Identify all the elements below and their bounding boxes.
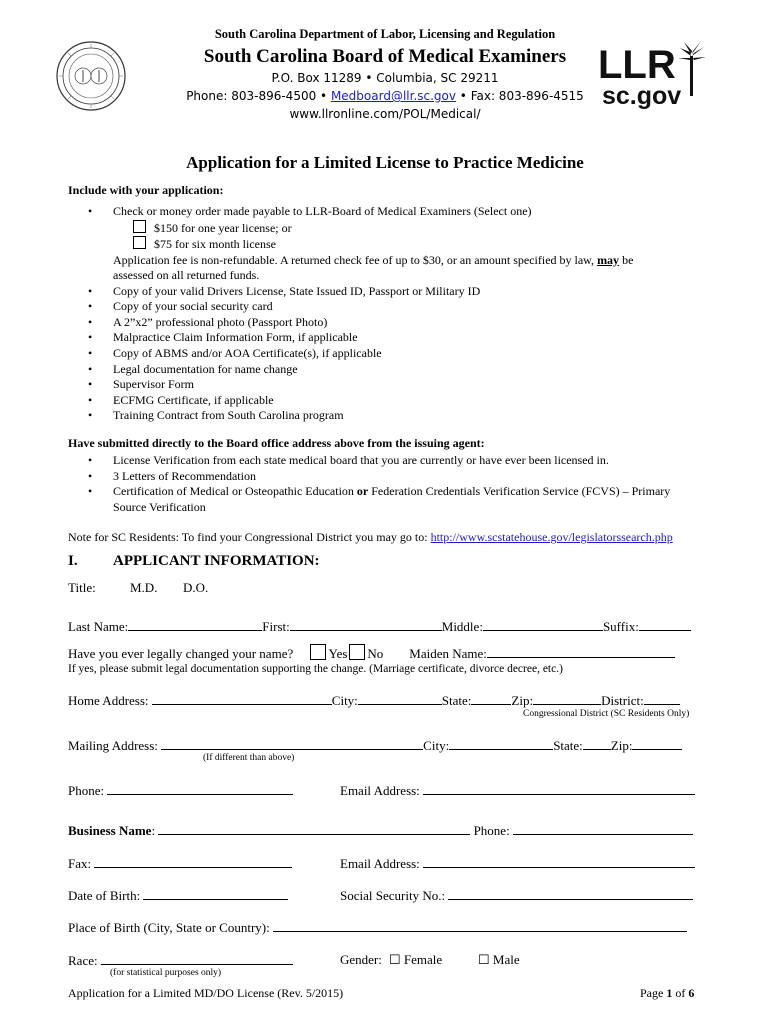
fee-6mo-checkbox[interactable] [133, 236, 146, 249]
page-number: Page 1 of 6 [640, 986, 695, 1000]
name-change-row: Have you ever legally changed your name? Yes No Maiden Name: [68, 644, 675, 662]
logo-text-top: LLR [598, 43, 676, 87]
include-items [68, 284, 708, 424]
title-label: Title: [68, 580, 96, 595]
mailing-address-row: Mailing Address: City: State: Zip: [68, 737, 682, 754]
list-item: • Supervisor Form [88, 377, 194, 392]
ssn-field[interactable] [448, 887, 693, 900]
gender-label: Gender: [340, 952, 382, 967]
phone-text: Phone: 803-896-4500 • [186, 89, 331, 103]
list-item: • Copy of ABMS and/or AOA Certificate(s), if applicable [88, 345, 382, 360]
fee-option-1: $150 for one year license; or [68, 220, 708, 237]
middle-name-field[interactable] [483, 618, 603, 631]
name-change-note: If yes, please submit legal documentation supporting the change. (Marriage certificate, divorce decree, etc.) [68, 663, 563, 675]
fee-note: Application fee is non-refundable. A returned check fee of up to $30, or an amount specified by law, may be [113, 252, 634, 267]
email-row: Email Address: [340, 782, 695, 799]
fax-row: Fax: [68, 855, 292, 872]
page-title: Application for a Limited License to Practice Medicine [186, 153, 584, 172]
include-heading: Include with your application: [68, 183, 224, 197]
place-of-birth-row: Place of Birth (City, State or Country): [68, 919, 687, 936]
first-name-field[interactable] [290, 618, 442, 631]
place-of-birth-field[interactable] [273, 919, 687, 932]
list-item: • Certification of Medical or Osteopathic Education or Federation Credentials Verification Service (FCVS) – Primary [88, 484, 671, 499]
dob-row: Date of Birth: [68, 887, 288, 904]
board-address: P.O. Box 11289 • Columbia, SC 29211 [271, 71, 499, 85]
race-row: Race: [68, 952, 293, 969]
gender-female-option[interactable]: ☐ Female [389, 952, 443, 967]
logo-text-bottom: sc.gov [602, 82, 682, 110]
board-name: South Carolina Board of Medical Examiners [203, 46, 567, 67]
section-heading: APPLICANT INFORMATION: [113, 553, 320, 569]
fax-field[interactable] [94, 855, 292, 868]
mailing-state-field[interactable] [583, 737, 611, 750]
list-item: • ECFMG Certificate, if applicable [88, 392, 274, 407]
email-link[interactable]: Medboard@llr.sc.gov [330, 89, 456, 103]
home-address-field[interactable] [152, 692, 332, 705]
footer-form-name: Application for a Limited MD/DO License (Rev. 5/2015) [68, 986, 344, 1000]
business-phone-field[interactable] [513, 822, 693, 835]
home-state-field[interactable] [471, 692, 511, 705]
name-change-yes-checkbox[interactable] [310, 644, 326, 660]
gender-male-option[interactable]: ☐ Male [478, 952, 520, 967]
submitted-list [68, 453, 708, 515]
race-field[interactable] [101, 952, 293, 965]
fee-1yr-checkbox[interactable] [133, 220, 146, 233]
name-change-no-checkbox[interactable] [349, 644, 365, 660]
home-zip-field[interactable] [533, 692, 601, 705]
list-item: • Copy of your valid Drivers License, State Issued ID, Passport or Military ID [88, 283, 481, 298]
mailing-address-field[interactable] [161, 737, 423, 750]
list-item: • Check or money order made payable to LLR-Board of Medical Examiners (Select one) [88, 204, 532, 218]
phone-row: Phone: [68, 782, 293, 799]
email-field[interactable] [423, 782, 695, 795]
website-text: www.llronline.com/POL/Medical/ [289, 107, 481, 121]
business-row: Business Name: Phone: [68, 822, 693, 839]
list-item: • Legal documentation for name change [88, 361, 298, 376]
business-name-field[interactable] [158, 822, 470, 835]
mailing-hint: (If different than above) [203, 753, 295, 763]
district-field[interactable] [644, 692, 680, 705]
list-item: • Copy of your social security card [88, 299, 273, 314]
phone-field[interactable] [107, 782, 293, 795]
district-note: Note for SC Residents: To find your Congressional District you may go to: http://www.scstatehouse.gov/legislatorssearch.php [68, 530, 673, 544]
fee-option-2: $75 for six month license [68, 236, 708, 253]
district-hint: Congressional District (SC Residents Only) [523, 709, 690, 719]
submitted-heading: Have submitted directly to the Board office address above from the issuing agent: [68, 436, 485, 450]
list-item: • License Verification from each state medical board that you are currently or have ever been licensed in. [88, 453, 609, 467]
title-do-option[interactable]: D.O. [183, 580, 209, 595]
last-name-field[interactable] [128, 618, 262, 631]
mailing-zip-field[interactable] [632, 737, 682, 750]
section-number: I. [68, 553, 78, 569]
home-city-field[interactable] [358, 692, 442, 705]
statehouse-link[interactable]: http://www.scstatehouse.gov/legislatorssearch.php [430, 530, 673, 544]
home-address-row: Home Address: City: State: Zip: District: [68, 692, 680, 709]
department-name: South Carolina Department of Labor, Licensing and Regulation [214, 27, 556, 41]
maiden-name-field[interactable] [487, 645, 675, 658]
ssn-row: Social Security No.: [340, 887, 693, 904]
race-hint: (for statistical purposes only) [110, 968, 222, 978]
list-item: • Training Contract from South Carolina program [88, 408, 344, 423]
list-item: • 3 Letters of Recommendation [88, 468, 256, 483]
business-email-row: Email Address: [340, 855, 695, 872]
include-list [68, 204, 708, 424]
dob-field[interactable] [143, 887, 288, 900]
suffix-field[interactable] [639, 618, 691, 631]
fax-text: • Fax: 803-896-4515 [455, 89, 584, 103]
fee-note-cont: assessed on all returned funds. [113, 268, 260, 283]
list-item: • Malpractice Claim Information Form, if applicable [88, 330, 358, 345]
contact-line [0, 89, 770, 103]
name-row: Last Name: First: Middle: Suffix: [68, 618, 691, 635]
submitted-item3-cont: Source Verification [113, 499, 206, 514]
mailing-city-field[interactable] [449, 737, 553, 750]
title-md-option[interactable]: M.D. [130, 580, 158, 595]
business-email-field[interactable] [423, 855, 695, 868]
list-item: • A 2”x2” professional photo (Passport Photo) [88, 314, 328, 329]
